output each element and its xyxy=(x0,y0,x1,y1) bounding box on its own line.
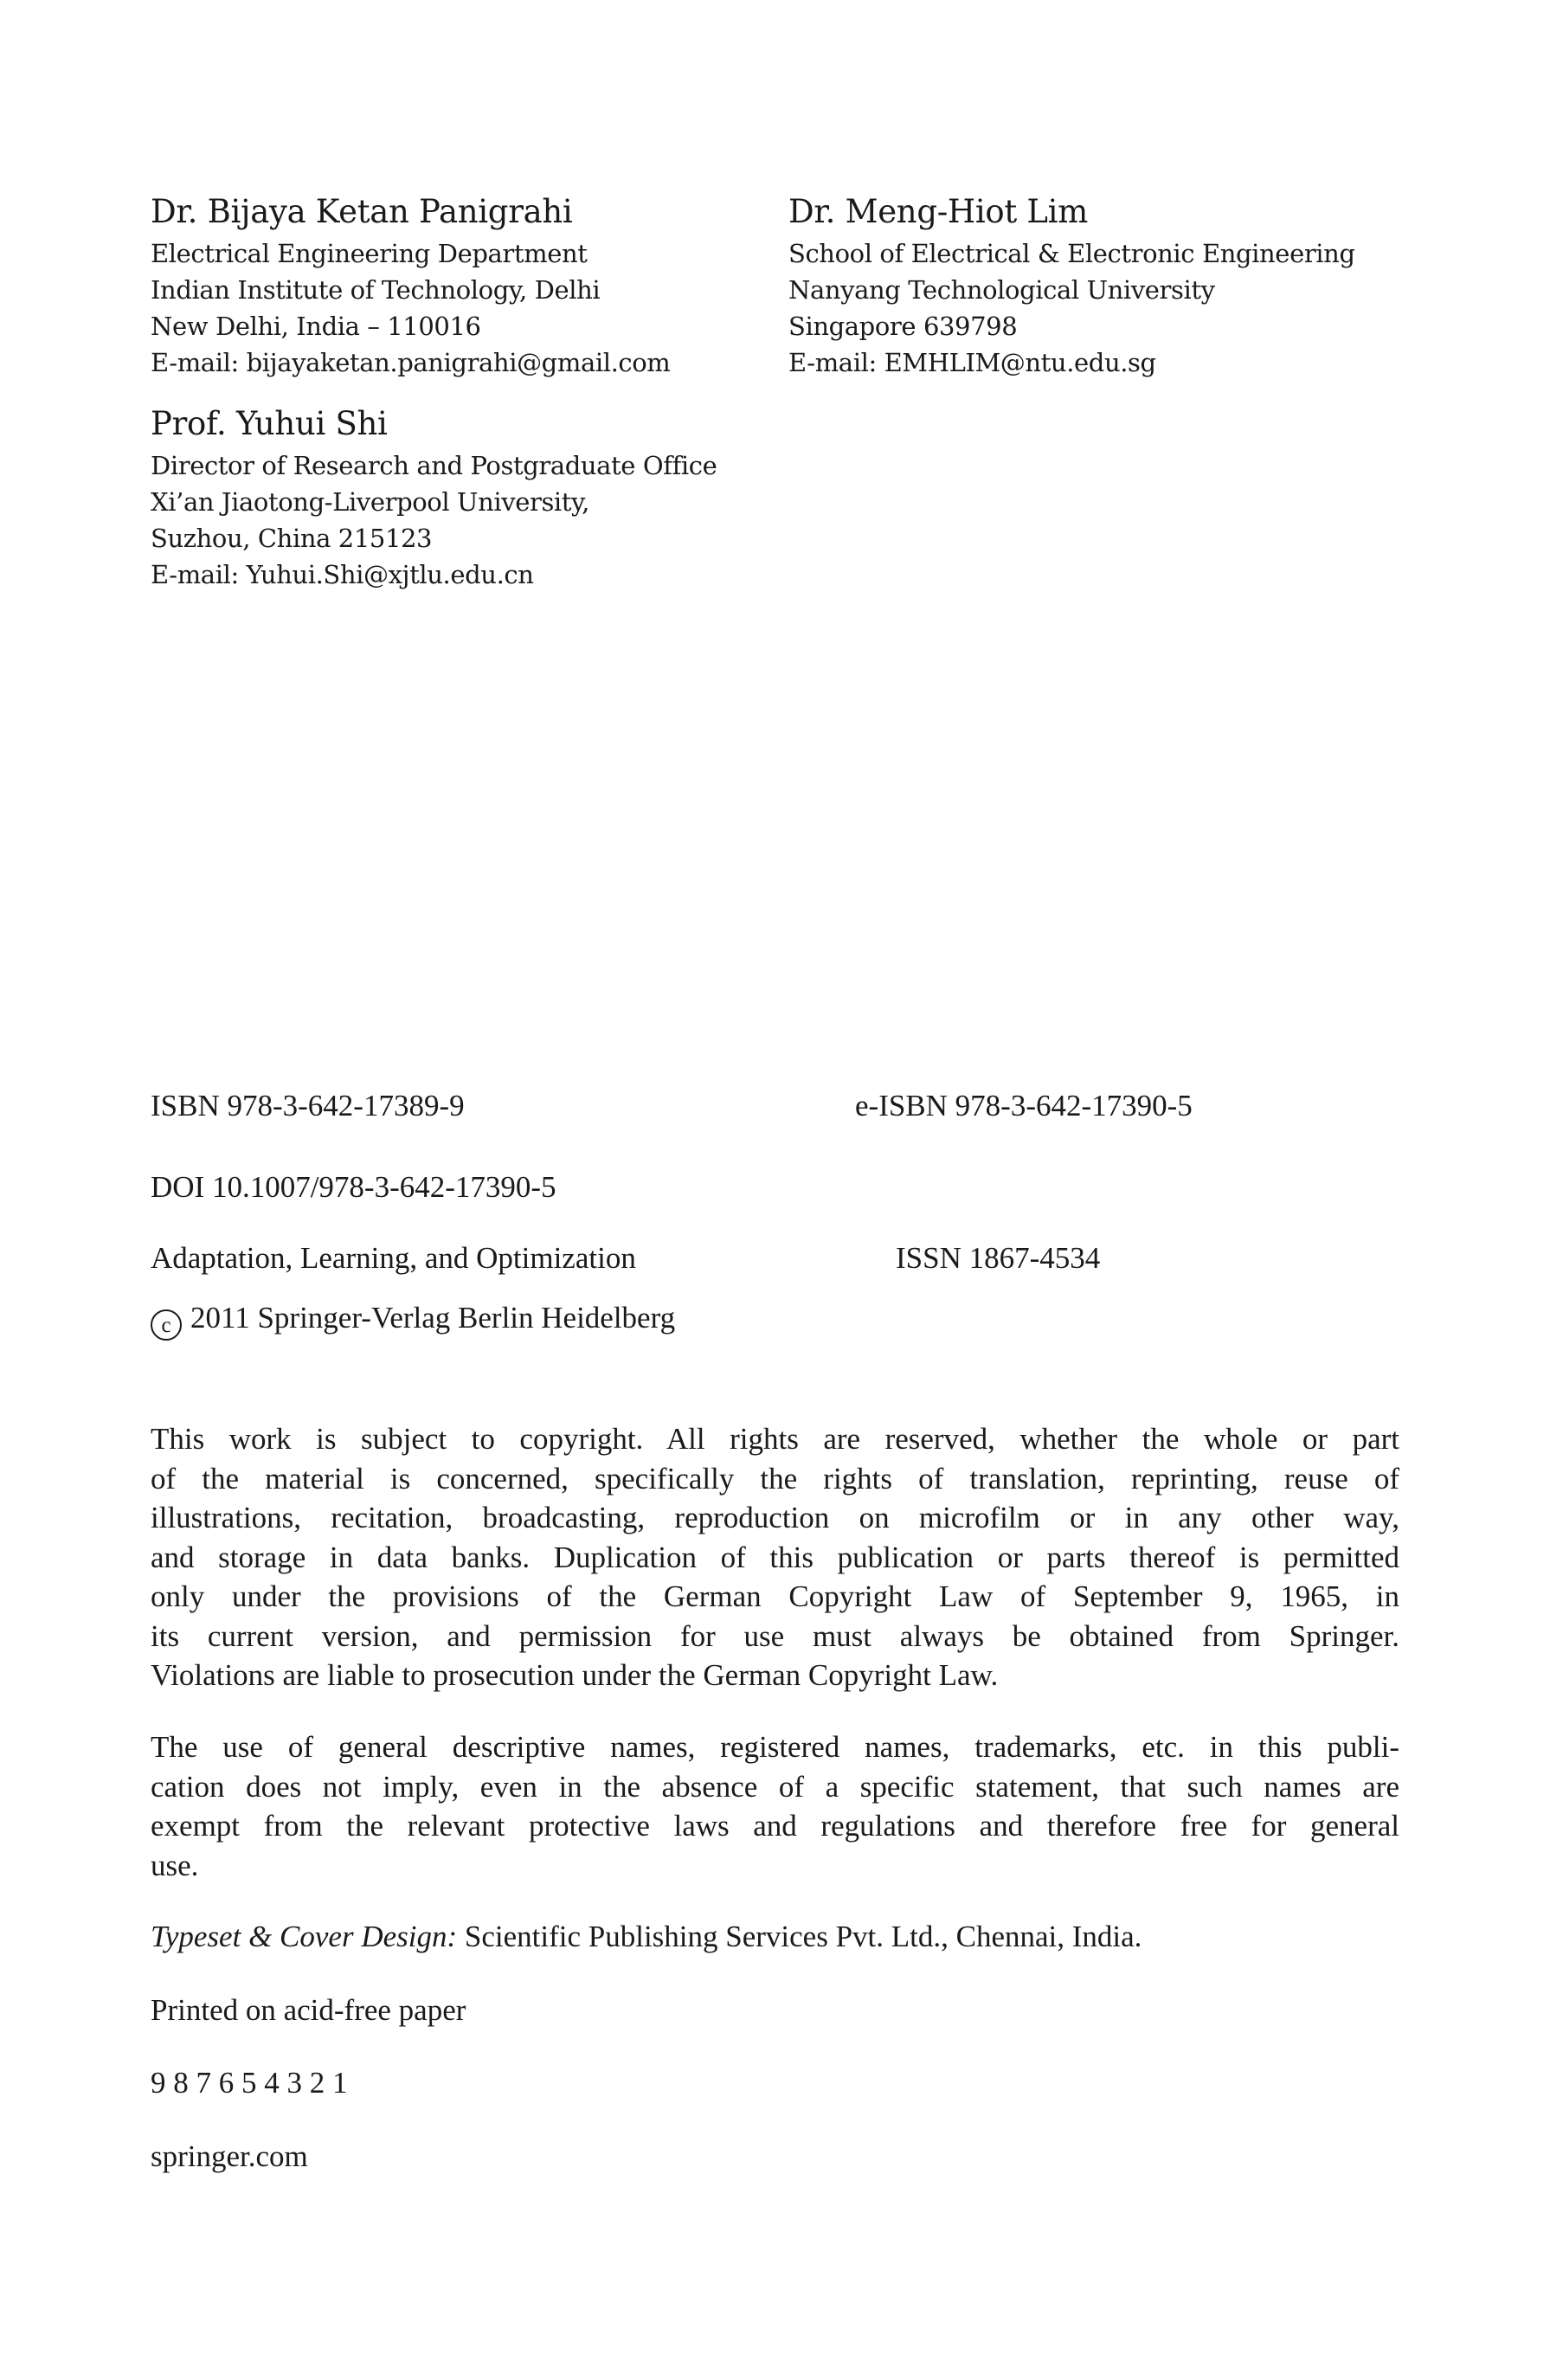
author-institution: Indian Institute of Technology, Delhi xyxy=(151,275,601,305)
author-email: E-mail: Yuhui.Shi@xjtlu.edu.cn xyxy=(151,560,534,589)
paper-note: Printed on acid-free paper xyxy=(151,1993,466,2027)
publisher-website: springer.com xyxy=(151,2139,308,2173)
issn: ISSN 1867-4534 xyxy=(896,1241,1101,1275)
author-location: New Delhi, India – 110016 xyxy=(151,312,481,341)
paragraph-line: of the material is concerned, specifically the rights of translation, reprinting, reuse of xyxy=(151,1461,1399,1496)
author-location: Suzhou, China 215123 xyxy=(151,524,433,553)
printer-line: 9 8 7 6 5 4 3 2 1 xyxy=(151,2066,348,2100)
paragraph-line: use. xyxy=(151,1848,199,1882)
author-email: E-mail: bijayaketan.panigrahi@gmail.com xyxy=(151,348,671,377)
author-email: E-mail: EMHLIM@ntu.edu.sg xyxy=(788,348,1156,377)
author-name: Prof. Yuhui Shi xyxy=(151,405,388,442)
e-isbn: e-ISBN 978-3-642-17390-5 xyxy=(855,1089,1193,1122)
paragraph-line: illustrations, recitation, broadcasting, reproduction on microfilm or in any other way, xyxy=(151,1501,1399,1534)
author-department: Electrical Engineering Department xyxy=(151,239,588,268)
author-block-shi xyxy=(151,404,717,593)
typeset-value: Scientific Publishing Services Pvt. Ltd., Chennai, India. xyxy=(464,1920,1142,1953)
paragraph-line: its current version, and permission for use must always be obtained from Springer. xyxy=(151,1618,1399,1653)
doi: DOI 10.1007/978-3-642-17390-5 xyxy=(151,1170,556,1204)
paragraph-line: and storage in data banks. Duplication of this publication or parts thereof is permitted xyxy=(151,1540,1399,1574)
author-name: Dr. Meng-Hiot Lim xyxy=(788,193,1089,230)
author-department: School of Electrical & Electronic Engineering xyxy=(788,239,1355,268)
typeset-credit xyxy=(151,1920,1142,1954)
author-institution: Xi’an Jiaotong-Liverpool University, xyxy=(151,487,590,517)
paragraph-line: cation does not imply, even in the absence of a specific statement, that such names are xyxy=(151,1769,1399,1804)
copyright-line xyxy=(151,1301,675,1341)
author-department: Director of Research and Postgraduate Office xyxy=(151,451,717,480)
author-block-lim xyxy=(788,192,1355,381)
copyright-notice-paragraph xyxy=(151,1419,1399,1695)
copyright-icon: c xyxy=(151,1309,182,1341)
author-name: Dr. Bijaya Ketan Panigrahi xyxy=(151,193,573,230)
paragraph-line: only under the provisions of the German Copyright Law of September 9, 1965, in xyxy=(151,1579,1399,1613)
paragraph-line: The use of general descriptive names, registered names, trademarks, etc. in this publi- xyxy=(151,1730,1399,1764)
isbn: ISBN 978-3-642-17389-9 xyxy=(151,1089,465,1122)
author-location: Singapore 639798 xyxy=(788,312,1018,341)
paragraph-line: exempt from the relevant protective laws and regulations and therefore free for general xyxy=(151,1809,1399,1843)
copyright-holder: 2011 Springer-Verlag Berlin Heidelberg xyxy=(190,1301,676,1335)
series-title: Adaptation, Learning, and Optimization xyxy=(151,1241,636,1275)
author-institution: Nanyang Technological University xyxy=(788,275,1215,305)
author-block-panigrahi xyxy=(151,192,670,381)
trademark-notice-paragraph xyxy=(151,1727,1399,1885)
typeset-label: Typeset & Cover Design: xyxy=(151,1920,458,1953)
paragraph-line: This work is subject to copyright. All rights are reserved, whether the whole or part xyxy=(151,1422,1399,1456)
paragraph-line: Violations are liable to prosecution under the German Copyright Law. xyxy=(151,1658,999,1692)
